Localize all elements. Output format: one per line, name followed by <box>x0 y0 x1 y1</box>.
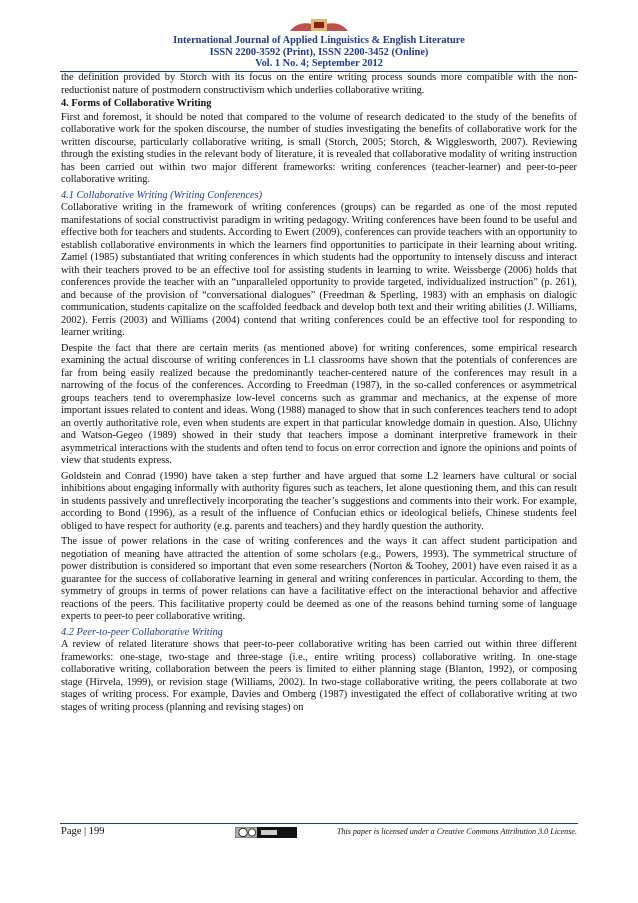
paragraph: Despite the fact that there are certain merits (as mentioned above) for writing conferences, some empirical research examining the actual discourse of writing conferences in L1 classrooms have shown that the potentials of conferences are far from being easily realized because the predominantly teacher-centered nature of the conferences may result in a narrowing of the focus of the conferences. According to Freedman (1987), in the so-called conferences or asymmetrical groups teachers tend to overemphasize low-level concerns such as grammar and mechanics, at the expense of more important issues related to content and ideas. Wong (1988) managed to show that in such conferences teachers tend to adopt an overtly authoritative role, even when students are expert in that particular knowledge domain in question. Also, Ulichny and Watson-Gegeo (1989) showed in their study that teachers impose a dominant interpretive framework in their asymmetrical interactions with the students and often tend to focus on error correction and ignore the opinions and points of view that students express. <box>61 342 577 466</box>
page-footer <box>61 826 577 840</box>
paragraph: First and foremost, it should be noted that compared to the volume of research dedicated to the study of the benefits of collaborative work for the spoken discourse, the number of studies investigating the benefits of collaborative work for the written discourse, particularly collaborative writing, is small (Storch, 2005; Storch, & Wigglesworth, 2007). Reviewing through the existing studies in the relevant body of literature, it is revealed that collaborative modality of writing instruction has been carried out within two major different frameworks: writing conferences (teacher-learner) and peer-to-peer collaborative writing. <box>61 111 577 185</box>
page-number: Page | 199 <box>61 826 105 837</box>
journal-title: International Journal of Applied Linguistics & English Literature <box>173 35 465 46</box>
paragraph-continued: the definition provided by Storch with its focus on the entire writing process sounds more compatible with the non-reductionist nature of postmodern constructivism which underlies collaborative writing. <box>61 72 577 96</box>
subsection-heading-4-2: 4.2 Peer-to-peer Collaborative Writing <box>61 626 223 638</box>
footer-rule <box>60 823 578 824</box>
subsection-heading-4-1: 4.1 Collaborative Writing (Writing Conferences) <box>61 189 263 201</box>
journal-header <box>60 35 578 70</box>
journal-volume: Vol. 1 No. 4; September 2012 <box>255 58 383 70</box>
paragraph: The issue of power relations in the case of writing conferences and the ways it can affect student participation and negotiation of meaning have attracted the attention of some scholars (e.g., Powers, 1993). The symmetrical structure of power distribution is considered so important that even some researchers (Norton & Toohey, 2001) have even raised it as a guarantee for the success of collaborative learning in general and writing conferences in particular. According to them, the symmetry of groups in terms of power relations can have a facilitative effect on the interactional behavior and affective reactions of the peers. This facilitative property could be deemed as one of the reasons behind turning some of language experts to peer-to peer collaborative writing. <box>61 536 577 622</box>
paragraph: Goldstein and Conrad (1990) have taken a step further and have argued that some L2 learners have cultural or social inhibitions about engaging informally with authority figures such as teachers, let alone questioning them, and this can result in students passively and unreflectively incorporating the teacher’s suggestions and comments into their work. For example, according to Bond (1996), as a result of the influence of Confucian ethics or ideological beliefs, Chinese students feel obliged to have respect for authority (e.g. parents and teachers) and they hardly question the authority. <box>61 470 577 532</box>
paragraph: Collaborative writing in the framework of writing conferences (groups) can be regarded as one of the most reputed manifestations of social constructivist paradigm in writing pedagogy. Writing conferences have been found to be useful and effective both for teachers and students. According to Ewert (2009), conferences can provide teachers with an opportunity to establish collaborative environments in which the learners find opportunities to participate in their learning about writing. Zamel (1985) substantiated that writing conferences in which students had the opportunity to intensely discuss and interact with their teachers proved to be an effective tool for assisting students in learning to write. Weissberge (2006) holds that conferences provide the teacher with an “unparalleled opportunity to provide targeted, individualized instruction” (p. 261), and because of the provision of “conversational dialogues” (Freedman & Sperling, 1983) with an emphasis on dialogic communication, students capitalize on the scaffolded feedback and develop both text and their writing abilities (J. Williams, 2002). Ferris (2003) and Williams (2004) contend that writing conferences could be an effective tool for responding to learner writing. <box>61 202 577 338</box>
license-text: This paper is licensed under a Creative Commons Attribution 3.0 License. <box>336 827 577 836</box>
section-heading-4: 4. Forms of Collaborative Writing <box>61 98 212 109</box>
paragraph: A review of related literature shows that peer-to-peer collaborative writing has been carried out within three different frameworks: one-stage, two-stage and three-stage (i.e., entire writing process) collaborative writing. In one-stage collaborative writing, collaboration between the peers is limited to either planning stage (Blanton, 1992), or composing stage (Hirvela, 1999), or revision stage (Williams, 2002). In two-stage collaborative writing, the peers collaborate at two stages of writing process. For example, Davies and Omberg (1987) investigated the effect of collaborative writing at two stages of writing process (planning and revising stages) on <box>61 639 577 713</box>
creative-commons-badge-icon <box>235 827 297 838</box>
journal-logo <box>288 17 350 33</box>
article-body <box>61 72 577 717</box>
journal-issn: ISSN 2200-3592 (Print), ISSN 2200-3452 (Online) <box>209 46 429 58</box>
